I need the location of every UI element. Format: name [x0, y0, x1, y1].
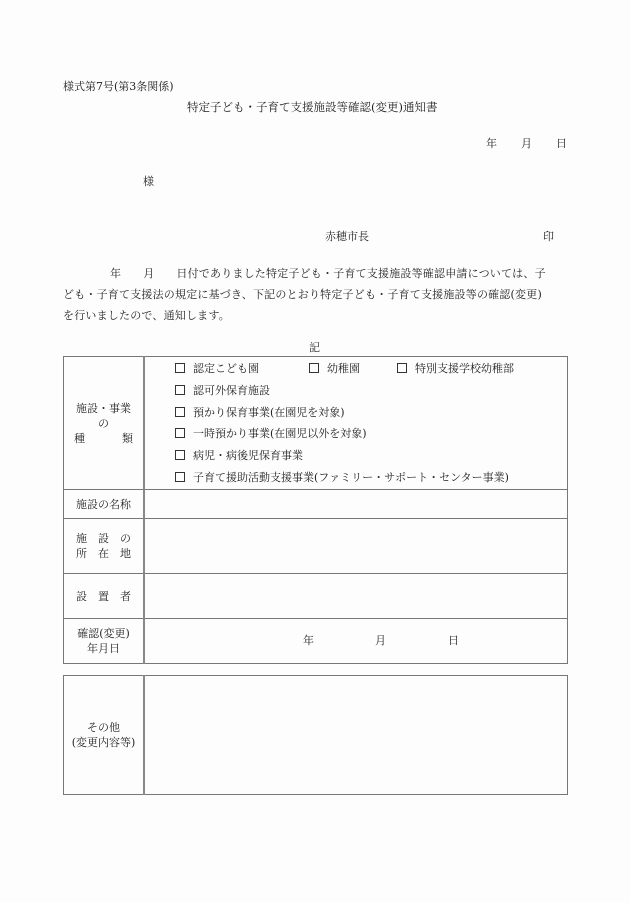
confirm-month: 月	[375, 634, 386, 647]
body-line-1	[63, 263, 571, 284]
founder-field[interactable]	[144, 574, 568, 619]
facility-table	[63, 356, 568, 664]
location-label	[64, 519, 145, 574]
body-text	[63, 263, 571, 326]
addressee-suffix: 様	[143, 175, 154, 188]
options-row-1	[145, 358, 567, 380]
checkbox-icon[interactable]	[175, 472, 185, 482]
issue-date-year: 年	[486, 137, 497, 150]
body-month: 月	[143, 267, 155, 280]
name-field[interactable]	[144, 490, 568, 519]
name-label: 施設の名称	[64, 490, 145, 519]
document-title: 特定子ども・子育て支援施設等確認(変更)通知書	[187, 100, 438, 114]
ki-heading: 記	[309, 341, 320, 354]
type-label-line3	[64, 431, 143, 446]
confirm-label-line1: 確認(変更)	[77, 627, 130, 640]
type-label-line1: 施設・事業	[76, 401, 131, 415]
issue-date-month: 月	[521, 137, 532, 150]
type-label-line2: の	[98, 416, 109, 430]
confirm-date-field[interactable]	[144, 619, 568, 664]
option-byoji-hoiku[interactable]: 病児・病後児保育事業	[145, 445, 567, 467]
other-label-line2: (変更内容等)	[71, 736, 136, 749]
checkbox-icon[interactable]	[175, 450, 185, 460]
form-number: 様式第7号(第3条関係)	[63, 80, 174, 93]
other-label-line1: その他	[87, 721, 120, 734]
checkbox-icon[interactable]	[309, 363, 319, 373]
type-label-line3a: 種	[74, 431, 85, 445]
other-field[interactable]	[144, 676, 568, 795]
confirm-year: 年	[303, 634, 314, 647]
location-row	[64, 519, 568, 574]
seal-mark: 印	[543, 230, 554, 243]
checkbox-icon[interactable]	[175, 363, 185, 373]
location-field[interactable]	[144, 519, 568, 574]
type-label	[64, 357, 145, 490]
checkbox-icon[interactable]	[175, 428, 185, 438]
type-label-line3b: 類	[122, 431, 133, 445]
confirm-date-row	[64, 619, 568, 664]
option-azukari-hoiku[interactable]: 預かり保育事業(在園児を対象)	[145, 402, 567, 424]
option-ninkagai[interactable]: 認可外保育施設	[145, 380, 567, 402]
issuer-name: 赤穂市長	[325, 230, 369, 243]
type-row	[64, 357, 568, 490]
confirm-label-line2: 年月日	[87, 642, 120, 655]
body-line-3: を行いましたので、通知します。	[63, 309, 230, 322]
option-tokubetsu-shien[interactable]: 特別支援学校幼稚部	[397, 358, 514, 380]
checkbox-icon[interactable]	[175, 385, 185, 395]
other-label	[64, 676, 145, 795]
other-row	[64, 676, 568, 795]
confirm-date-label	[64, 619, 145, 664]
option-ichiji-azukari[interactable]: 一時預かり事業(在園児以外を対象)	[145, 423, 567, 445]
name-row	[64, 490, 568, 519]
type-options	[144, 357, 568, 490]
other-table	[63, 675, 568, 795]
founder-row	[64, 574, 568, 619]
checkbox-icon[interactable]	[175, 407, 185, 417]
body-line-2: ども・子育て支援法の規定に基づき、下記のとおり特定子ども・子育て支援施設等の確認(変更)	[63, 288, 542, 301]
location-label-line2: 所 在 地	[76, 547, 131, 560]
body-line1-rest: 日付でありました特定子ども・子育て支援施設等確認申請については、子	[176, 267, 546, 280]
issue-date-day: 日	[556, 137, 567, 150]
option-nintei-kodomoen[interactable]: 認定こども園	[175, 358, 309, 380]
checkbox-icon[interactable]	[397, 363, 407, 373]
founder-label: 設 置 者	[64, 574, 145, 619]
confirm-day: 日	[448, 634, 459, 647]
option-youchien[interactable]: 幼稚園	[309, 358, 397, 380]
body-year: 年	[110, 267, 122, 280]
option-family-support[interactable]: 子育て援助活動支援事業(ファミリー・サポート・センター事業)	[145, 467, 567, 489]
location-label-line1: 施 設 の	[76, 532, 131, 545]
